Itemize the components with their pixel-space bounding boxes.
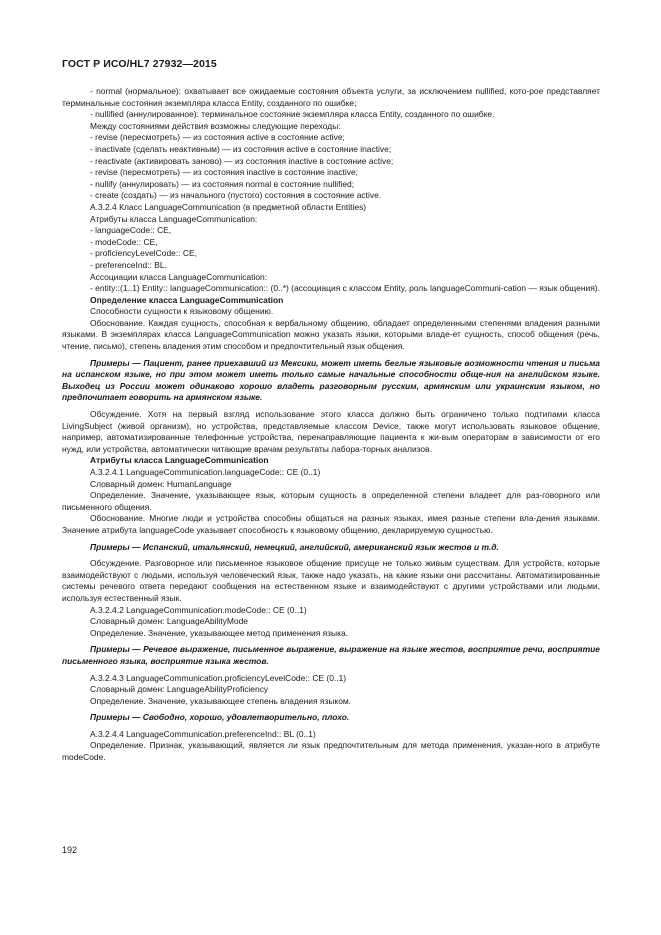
paragraph: Между состояниями действия возможны следующие переходы: <box>90 120 341 131</box>
paragraph: - reactivate (активировать заново) — из состояния inactive в состояние active; <box>90 155 394 166</box>
paragraph: Атрибуты класса LanguageCommunication: <box>90 213 258 224</box>
page-header: ГОСТ Р ИСО/HL7 27932—2015 <box>62 58 217 70</box>
paragraph: - languageCode:: CE, <box>90 225 172 236</box>
paragraph: - preferenceInd:: BL. <box>90 259 167 270</box>
paragraph: Примеры — Испанский, итальянский, немецкий, английский, американский язык жестов и т.д. <box>90 541 499 552</box>
paragraph: - modeCode:: CE, <box>90 236 158 247</box>
paragraph: A.3.2.4.3 LanguageCommunication.proficiencyLevelCode:: CE (0..1) <box>90 672 347 683</box>
paragraph: Обоснование. Каждая сущность, способная к вербальному общению, обладает определенными степенями владения разными языками. В экземплярах класса LanguageCommunication можно указать языки, которыми владе-ет сущность, способ общения (речь, чтение, письмо), степень владения этим способом и предпочтительный язык общения. <box>62 317 600 352</box>
paragraph: Определение. Признак, указывающий, является ли язык предпочтительным для метода применения, указан-ного в атрибуте modeCode. <box>62 740 600 763</box>
paragraph: Определение класса LanguageCommunication <box>90 294 284 305</box>
paragraph: - proficiencyLevelCode:: CE, <box>90 248 197 259</box>
paragraph: Ассоциации класса LanguageCommunication: <box>90 271 268 282</box>
paragraph: A.3.2.4.1 LanguageCommunication.languageCode:: CE (0..1) <box>90 467 321 477</box>
paragraph: Обоснование. Многие люди и устройства способны общаться на разных языках, имея разные степени вла-дения языками. Значение атрибута languageCode указывает способность к языковому общению, декларируемую сущностью. <box>62 513 600 535</box>
paragraph: - create (создать) — из начального (пустого) состояния в состояние active. <box>90 190 382 201</box>
paragraph: - nullify (аннулировать) — из состояния normal в состояние nullified; <box>90 178 355 189</box>
paragraph: - nullified (аннулированное): терминальное состояние экземпляра класса Entity, созданного по ошибке. <box>90 109 495 120</box>
paragraph: Словарный домен: HumanLanguage <box>90 478 232 489</box>
paragraph: Атрибуты класса LanguageCommunication <box>90 455 269 466</box>
paragraph: A.3.2.4.2 LanguageCommunication.modeCode:: CE (0..1) <box>90 604 307 615</box>
paragraph: A.3.2.4 Класс LanguageCommunication (в предметной области Entities) <box>90 201 367 212</box>
paragraph: - normal (нормальное): охватывает все ожидаемые состояния объекта услуги, за исключением nullified, кото-рое представляет терминальные состояния экземпляра класса Entity, созданного по ошибке; <box>62 86 600 108</box>
paragraph: Словарный домен: LanguageAbilityMode <box>90 616 248 627</box>
paragraph: Обсуждение. Хотя на первый взгляд использование этого класса должно быть ограничено только подтипами класса LivingSubject (живой организм), но устройства, представляемые классом Device, также могут использовать языковое общение, например, автоматизированные телефонные устройства, перенаправляющие пациента к жи-вым операторам в зависимости от его нужд, или устройства, автоматически читающие врачам результаты лабора-торных анализов. <box>62 409 600 454</box>
paragraph: - inactivate (сделать неактивным) — из состояния active в состояние inactive; <box>90 143 392 154</box>
page-number: 192 <box>62 845 78 855</box>
paragraph: - entity::(1..1) Entity:: languageCommunication:: (0..*) (ассоциация с классом Entity, роль languageCommuni-cation — язык общения). <box>90 283 600 294</box>
paragraph: Примеры — Пациент, ранее приехавший из Мексики, может иметь беглые языковые возможности чтения и письма на испанском языке, но при этом может иметь только самые начальные способности обще-ния на английском языке. Выходец из России может одинаково хорошо владеть разговорным русским, армянским или украинским языком, но предпочитает говорить на армянском языке. <box>62 357 600 403</box>
paragraph: - revise (пересмотреть) — из состояния inactive в состояние inactive; <box>90 167 359 178</box>
paragraph: Примеры — Свободно, хорошо, удовлетворительно, плохо. <box>90 712 350 723</box>
paragraph: Определение. Значение, указывающее степень владения языком. <box>90 695 352 706</box>
paragraph: A.3.2.4.4 LanguageCommunication.preferenceInd:: BL (0..1) <box>90 728 316 739</box>
document-page <box>62 58 600 764</box>
paragraph: Словарный домен: LanguageAbilityProficiency <box>90 684 269 695</box>
paragraph: Обсуждение. Разговорное или письменное языковое общение присуще не только живым существам. Для устройств, которые взаимодействуют с людьми, используя человеческий язык, также надо указать, на какие языки они рассчитаны. Автоматизированные системы речевого ответа передают сообщения на естественном языке и взаимодействуют с другими устройствами или людьми, используя естественный язык. <box>62 558 600 603</box>
paragraph: Определение. Значение, указывающее язык, которым сущность в определенной степени владеет для раз-говорного или письменного общения. <box>62 490 600 512</box>
paragraph: - revise (пересмотреть) — из состояния active в состояние active; <box>90 132 345 143</box>
document-body <box>62 86 600 764</box>
paragraph: Определение. Значение, указывающее метод применения языка. <box>90 627 349 638</box>
paragraph: Примеры — Речевое выражение, письменное выражение, выражение на языке жестов, восприятие речи, восприятие письменного языка, восприятие языка жестов. <box>62 644 600 666</box>
paragraph: Способности сущности к языковому общению. <box>90 306 274 317</box>
